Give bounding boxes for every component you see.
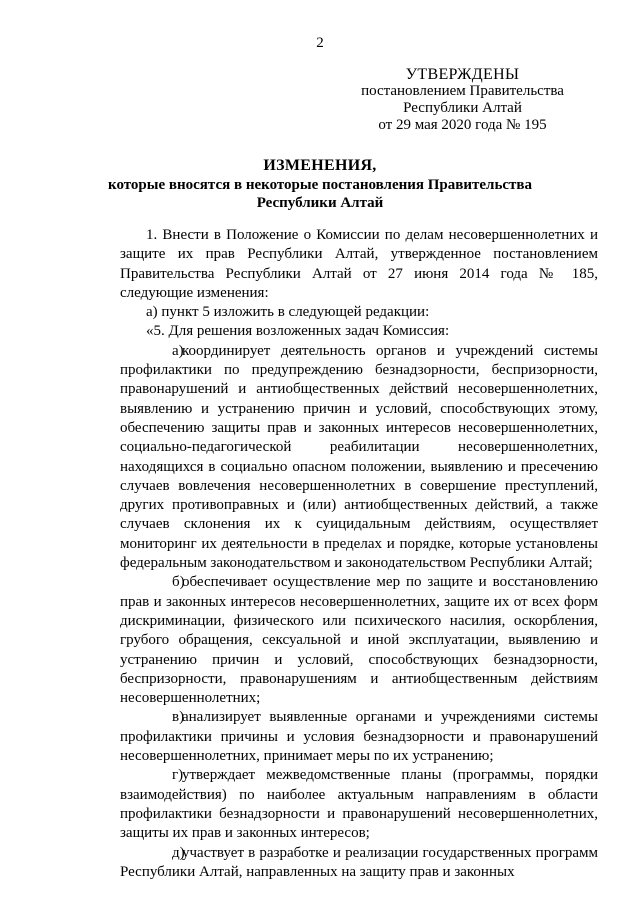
list-text-g: утверждает межведомственные планы (программы, порядки взаимодействия) по наиболее актуальным направлениям в области профилактики безнадзорности и правонарушений несовершеннолетних, защиты их прав и законных интересов; — [120, 767, 598, 842]
list-text-d: участвует в разработке и реализации государственных программ Республики Алтай, направленных на защиту прав и законных — [120, 844, 598, 880]
list-item-g — [120, 766, 598, 843]
list-text-a: координирует деятельность органов и учреждений системы профилактики по предупреждению безнадзорности, беспризорности, правонарушений и антиобщественных действий несовершеннолетних, выявлению и устранению причин и условий, способствующих этому, обеспечению защиты прав и законных интересов несовершеннолетних, социально-педагогической реабилитации несовершеннолетних, находящихся в социально опасном положении, выявлению и пресечению случаев вовлечения несовершеннолетних в совершение преступлений, других противоправных и (или) антиобщественных действий, а также случаев склонения их к суицидальным действиям, осуществляет мониторинг их деятельности в пределах и порядке, которые установлены федеральным законодательством и законодательством Республики Алтай; — [120, 342, 598, 572]
list-marker-b: б) — [172, 574, 185, 591]
approval-line-2: Республики Алтай — [403, 100, 522, 116]
document-title-block — [60, 156, 580, 212]
approval-line-3: от 29 мая 2020 года № 195 — [378, 117, 547, 133]
document-title: ИЗМЕНЕНИЯ, — [263, 157, 377, 174]
list-item-b — [120, 573, 598, 708]
list-marker-a: а) — [172, 342, 184, 359]
page-number: 2 — [316, 35, 324, 51]
list-item-a — [120, 342, 598, 574]
list-marker-v: в) — [172, 709, 185, 726]
list-marker-g: г) — [172, 767, 184, 784]
document-subtitle-line-1: которые вносятся в некоторые постановления Правительства — [108, 177, 532, 193]
list-text-b: обеспечивает осуществление мер по защите и восстановлению прав и законных интересов несовершеннолетних, защите их от всех форм дискриминации, физического или психического насилия, оскорбления, грубого обращения, сексуальной и иной эксплуатации, выявлению и устранению причин и условий, способствующих безнадзорности, беспризорности, правонарушениям и антиобщественным действиям несовершеннолетних; — [120, 574, 598, 707]
paragraph-2: а) пункт 5 изложить в следующей редакции: — [146, 304, 430, 321]
approval-stamp-block — [345, 66, 580, 134]
list-marker-d: д) — [172, 844, 185, 861]
list-item-v — [120, 708, 598, 766]
document-subtitle-line-2: Республики Алтай — [256, 195, 384, 211]
approval-heading: УТВЕРЖДЕНЫ — [405, 66, 520, 83]
document-body — [120, 226, 598, 882]
list-text-v: анализирует выявленные органами и учреждениями системы профилактики причины и условия безнадзорности и правонарушений несовершеннолетних, принимает меры по их устранению; — [120, 709, 598, 765]
list-item-d — [120, 844, 598, 883]
paragraph-1: 1. Внести в Положение о Комиссии по делам несовершеннолетних и защите их прав Республики Алтай, утвержденное постановлением Правительства Республики Алтай от 27 июня 2014 года № 185, следующие изменения: — [120, 227, 598, 301]
paragraph-3: «5. Для решения возложенных задач Комиссия: — [146, 323, 450, 340]
approval-line-1: постановлением Правительства — [361, 83, 564, 99]
